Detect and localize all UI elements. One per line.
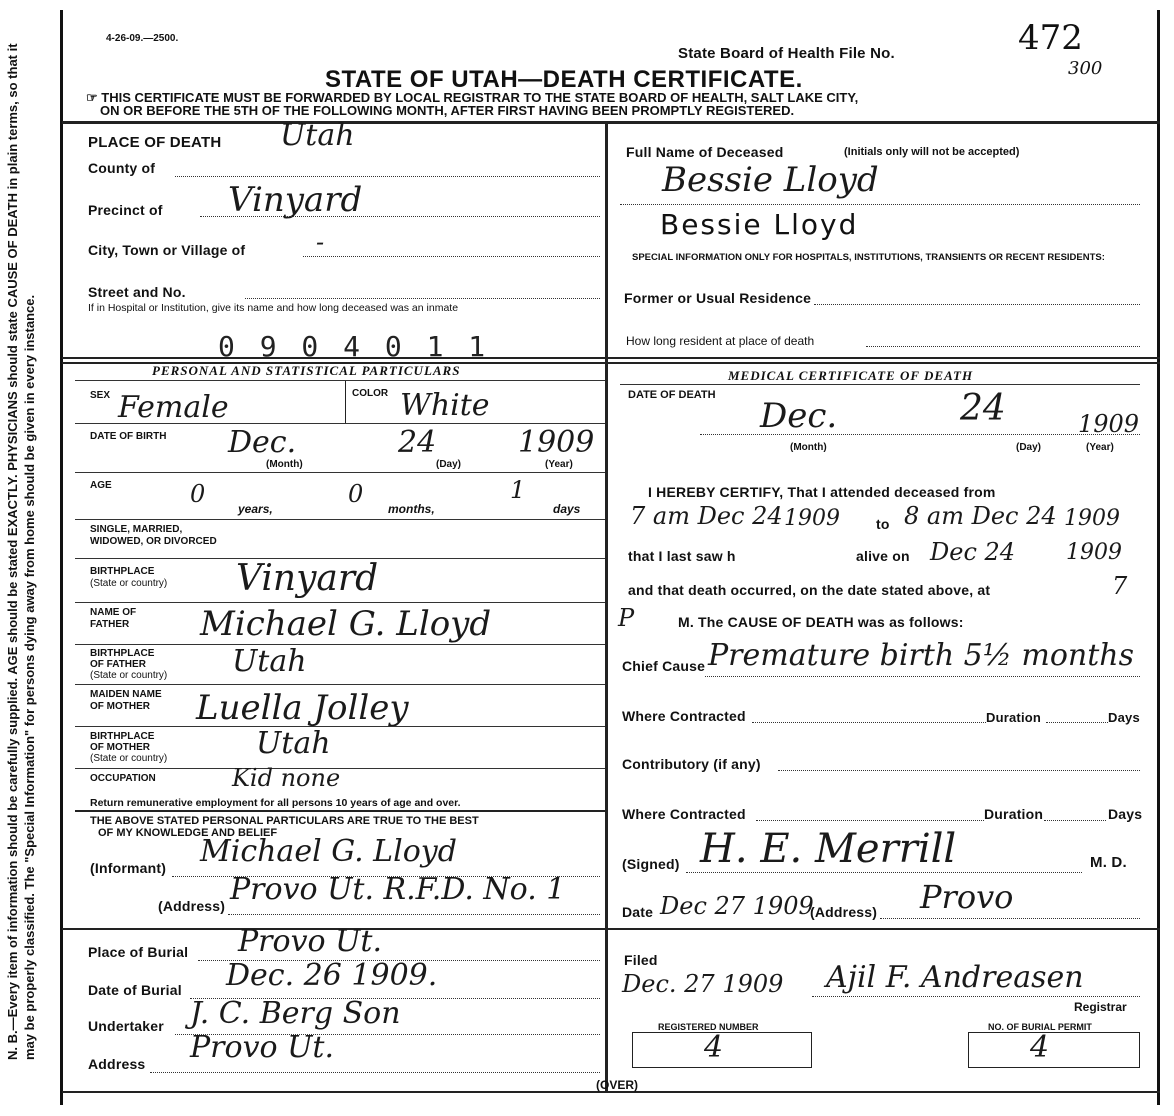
father-label-1: NAME OF [90, 607, 137, 618]
birthplace-row-rule [75, 602, 605, 603]
alive-on-text: alive on [856, 548, 910, 564]
mother-birthplace-value: Utah [256, 726, 331, 761]
age-row-rule [75, 519, 605, 520]
cert-address-label: (Address) [810, 904, 878, 920]
precinct-line [200, 216, 600, 217]
pointing-hand-icon: ☞ [86, 90, 98, 105]
duration-label-1: Duration [986, 710, 1042, 725]
filed-label: Filed [624, 952, 658, 968]
informant-address-label: (Address) [158, 898, 226, 914]
city-line [303, 256, 600, 257]
place-of-death-label: PLACE OF DEATH [88, 134, 222, 151]
death-occurred-text: and that death occurred, on the date stated above, at [628, 582, 991, 598]
column-divider [605, 122, 608, 1092]
header-rule [62, 121, 1160, 124]
father-birthplace-value: Utah [232, 644, 307, 679]
precinct-value: Vinyard [228, 180, 363, 220]
months-caption: months, [388, 502, 435, 516]
last-saw-year: 1909 [1066, 540, 1122, 565]
where-contracted-label-1: Where Contracted [622, 708, 746, 724]
last-saw-text: that I last saw h [628, 548, 736, 564]
form-code: 4-26-09.—2500. [106, 33, 179, 44]
marital-label-2: WIDOWED, OR DIVORCED [90, 536, 217, 547]
father-row-rule [75, 644, 605, 645]
hospital-note: If in Hospital or Institution, give its name and how long deceased was an inmate [88, 302, 459, 314]
burial-address-line [150, 1072, 600, 1073]
city-label: City, Town or Village of [88, 242, 246, 258]
notice-line-2: ON OR BEFORE THE 5TH OF THE FOLLOWING MONTH, AFTER FIRST HAVING BEEN PROMPTLY REGISTERED. [100, 103, 795, 118]
dod-year: 1909 [1078, 410, 1140, 438]
physician-signature: H. E. Merrill [700, 826, 957, 872]
mother-label-1: MAIDEN NAME [90, 689, 162, 700]
burial-date-label: Date of Burial [88, 982, 182, 998]
days-label-2: Days [1108, 806, 1143, 822]
sex-label: SEX [90, 390, 111, 401]
dob-day-caption: (Day) [436, 459, 462, 470]
medical-heading: MEDICAL CERTIFICATE OF DEATH [728, 368, 974, 383]
father-birthplace-row-rule [75, 684, 605, 685]
former-residence-label: Former or Usual Residence [624, 290, 812, 306]
personal-top-rule [62, 357, 605, 359]
days-label-1: Days [1108, 710, 1140, 725]
days-caption: days [553, 502, 581, 516]
filed-value: Dec. 27 1909 [622, 970, 784, 998]
occupation-note: Return remunerative employment for all persons 10 years of age and over. [90, 797, 461, 809]
occupation-row-rule [75, 810, 605, 812]
years-caption: years, [238, 502, 273, 516]
how-long-label: How long resident at place of death [626, 334, 815, 348]
file-number: 472 [1018, 18, 1083, 58]
father-birthplace-label-3: (State or country) [90, 670, 168, 681]
attest-line-2: OF MY KNOWLEDGE AND BELIEF [98, 827, 278, 839]
attended-to-year: 1909 [1064, 506, 1120, 531]
file-no-label: State Board of Health File No. [678, 45, 895, 62]
where-contracted-label-2: Where Contracted [622, 806, 746, 822]
certificate-title: STATE OF UTAH—DEATH CERTIFICATE. [325, 66, 803, 93]
occupation-value: Kid none [232, 764, 341, 792]
contributory-label: Contributory (if any) [622, 756, 761, 772]
deceased-name-label: Full Name of Deceased [626, 144, 784, 160]
dob-month: Dec. [228, 425, 297, 460]
medical-top-rule [607, 357, 1160, 359]
dob-day: 24 [398, 425, 437, 460]
mother-birthplace-label-1: BIRTHPLACE [90, 731, 155, 742]
attended-to-value: 8 am Dec 24 [904, 502, 1057, 530]
attest-line-1: THE ABOVE STATED PERSONAL PARTICULARS ARE TRUE TO THE BEST [90, 815, 479, 827]
sex-color-divider [345, 381, 346, 423]
mother-value: Luella Jolley [196, 688, 409, 728]
mother-row-rule [75, 726, 605, 727]
cert-date-label: Date [622, 904, 654, 920]
father-birthplace-label-1: BIRTHPLACE [90, 648, 155, 659]
permit-label: NO. OF BURIAL PERMIT [988, 1022, 1092, 1032]
birthplace-label-1: BIRTHPLACE [90, 566, 155, 577]
age-label: AGE [90, 480, 112, 491]
burial-place-label: Place of Burial [88, 944, 189, 960]
attended-from-value: 7 am Dec 24 [630, 502, 783, 530]
over-label: (OVER) [596, 1078, 638, 1092]
deceased-name-script: Bessie Lloyd [662, 160, 879, 200]
deceased-name-line [620, 204, 1140, 205]
certificate-number-stamp: 0 9 0 4 0 1 1 [218, 330, 490, 363]
reg-number-value: 4 [704, 1030, 724, 1065]
personal-heading-rule [75, 380, 605, 381]
county-line [175, 176, 600, 177]
cert-date-value: Dec 27 1909 [660, 892, 814, 920]
burial-date-value: Dec. 26 1909. [226, 958, 438, 993]
informant-label: (Informant) [90, 860, 167, 876]
dod-month-caption: (Month) [790, 442, 827, 453]
father-birthplace-label-2: OF FATHER [90, 659, 146, 670]
color-value: White [400, 388, 490, 423]
occupation-label: OCCUPATION [90, 773, 156, 784]
age-years: 0 [190, 480, 206, 508]
street-line [245, 298, 600, 299]
chief-cause-line [705, 676, 1140, 677]
dod-line [700, 434, 1140, 435]
precinct-label: Precinct of [88, 202, 163, 218]
dob-year: 1909 [518, 425, 595, 460]
informant-address-value: Provo Ut. R.F.D. No. 1 [230, 872, 566, 907]
informant-address-line [228, 914, 600, 915]
burial-place-value: Provo Ut. [238, 924, 383, 959]
undertaker-value: J. C. Berg Son [190, 996, 401, 1031]
undertaker-label: Undertaker [88, 1018, 164, 1034]
permit-box [968, 1032, 1140, 1068]
medical-heading-rule [620, 384, 1140, 385]
side-note: N. B.—Every item of information should be carefully supplied. AGE should be stated EXACTLY. PHYSICIANS should state CAUSE OF DEATH in plain terms, so that it may be properly classified. The "Special Information" for persons dying away from home should be given in every instance. [5, 43, 37, 1060]
dod-month: Dec. [760, 396, 838, 436]
special-info-label: SPECIAL INFORMATION ONLY FOR HOSPITALS, INSTITUTIONS, TRANSIENTS OR RECENT RESIDENTS: [632, 252, 1105, 263]
age-days: 1 [510, 476, 526, 504]
former-residence-line [814, 304, 1140, 305]
cause-line: M. The CAUSE OF DEATH was as follows: [678, 614, 964, 630]
last-saw-value: Dec 24 [930, 538, 1016, 566]
file-number-2: 300 [1068, 58, 1103, 79]
reg-number-label: REGISTERED NUMBER [658, 1022, 759, 1032]
burial-address-value: Provo Ut. [190, 1030, 335, 1065]
deceased-name-print: Bessie Lloyd [660, 208, 859, 241]
contributory-line [778, 770, 1140, 771]
registrar-signature: Ajil F. Andreasen [826, 960, 1084, 995]
marital-label-1: SINGLE, MARRIED, [90, 524, 183, 535]
attended-from-year: 1909 [784, 506, 840, 531]
medical-top-rule-2 [607, 362, 1160, 364]
permit-value: 4 [1030, 1030, 1050, 1065]
father-label-2: FATHER [90, 619, 130, 630]
dod-day-caption: (Day) [1016, 442, 1042, 453]
duration-label-2: Duration [984, 806, 1044, 822]
street-label: Street and No. [88, 284, 186, 300]
dod-year-caption: (Year) [1086, 442, 1114, 453]
city-value: - [316, 228, 325, 256]
registrar-line [812, 996, 1140, 997]
meridian: P [618, 604, 635, 632]
notice-text-1: THIS CERTIFICATE MUST BE FORWARDED BY LOCAL REGISTRAR TO THE STATE BOARD OF HEALTH, SALT LAKE CITY, [101, 90, 859, 105]
registrar-label: Registrar [1074, 1000, 1127, 1014]
dod-day: 24 [960, 388, 1006, 429]
dob-label: DATE OF BIRTH [90, 431, 167, 442]
mother-birthplace-label-2: OF MOTHER [90, 742, 150, 753]
where-contracted-line-2 [756, 820, 984, 821]
chief-cause-value: Premature birth 5½ months [708, 638, 1134, 673]
death-hour: 7 [1112, 572, 1128, 600]
signed-line [686, 872, 1082, 873]
mother-label-2: OF MOTHER [90, 701, 150, 712]
chief-cause-label: Chief Cause [622, 658, 706, 674]
cert-address-line [880, 918, 1140, 919]
duration-line-1 [1046, 722, 1108, 723]
filing-top-rule [607, 928, 1160, 930]
where-contracted-line-1 [752, 722, 986, 723]
dod-label: DATE OF DEATH [628, 389, 716, 401]
dob-year-caption: (Year) [545, 459, 573, 470]
county-label: County of [88, 160, 156, 176]
birthplace-value: Vinyard [236, 558, 379, 599]
deceased-name-note: (Initials only will not be accepted) [844, 146, 1020, 158]
personal-heading: PERSONAL AND STATISTICAL PARTICULARS [152, 363, 461, 378]
dob-row-rule [75, 472, 605, 473]
duration-line-2 [1044, 820, 1106, 821]
sex-value: Female [118, 390, 229, 425]
signed-label: (Signed) [622, 856, 680, 872]
to-label: to [876, 516, 890, 532]
birthplace-label-2: (State or country) [90, 578, 168, 589]
age-months: 0 [348, 480, 364, 508]
how-long-line [866, 346, 1140, 347]
place-of-death-value: Utah [280, 118, 355, 153]
mother-birthplace-label-3: (State or country) [90, 753, 168, 764]
informant-value: Michael G. Lloyd [200, 834, 457, 869]
cert-address-value: Provo [920, 878, 1014, 916]
sex-row-rule [75, 423, 605, 424]
burial-address-label: Address [88, 1056, 146, 1072]
certify-text: I HEREBY CERTIFY, That I attended deceased from [648, 484, 996, 500]
md-label: M. D. [1090, 854, 1127, 871]
dob-month-caption: (Month) [266, 459, 303, 470]
father-value: Michael G. Lloyd [200, 604, 492, 644]
color-label: COLOR [352, 388, 389, 399]
